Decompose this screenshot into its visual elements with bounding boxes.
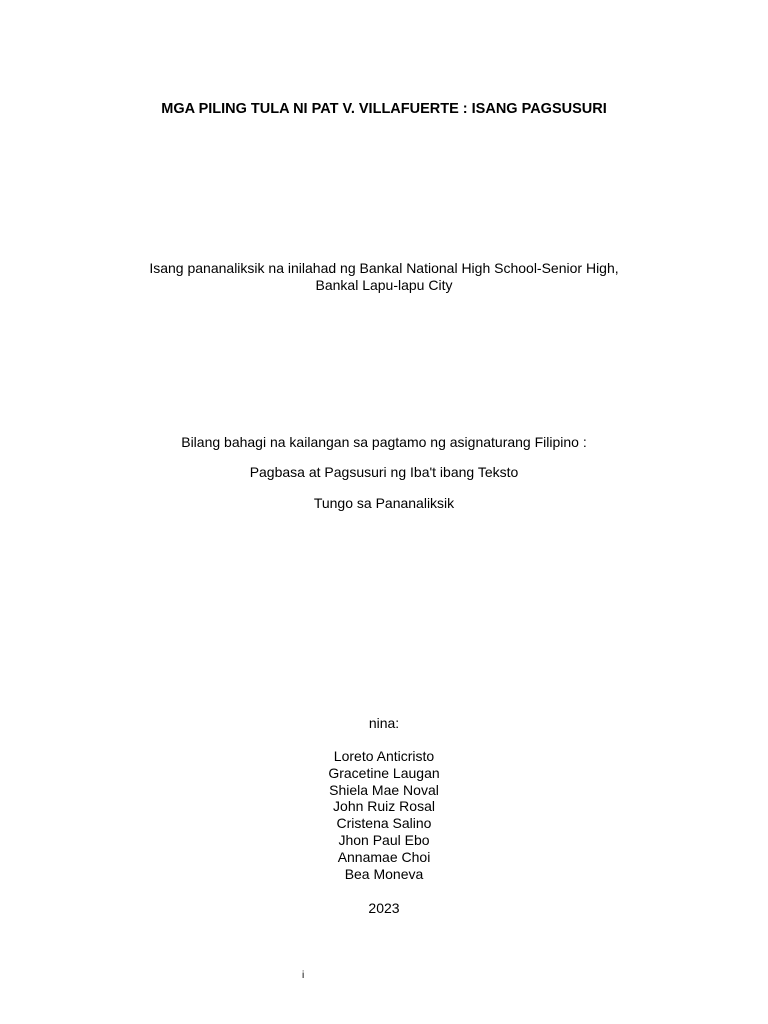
author-name: Gracetine Laugan bbox=[328, 765, 440, 781]
requirement-line-3: Tungo sa Pananaliksik bbox=[313, 495, 455, 511]
author-name: Cristena Salino bbox=[336, 815, 432, 831]
presentation-line-1: Isang pananaliksik na inilahad ng Bankal National High School-Senior High, bbox=[149, 260, 619, 276]
author-name: Jhon Paul Ebo bbox=[338, 832, 430, 848]
author-name: Annamae Choi bbox=[337, 849, 431, 865]
page-number: i bbox=[302, 970, 305, 981]
authors-label: nina: bbox=[368, 715, 400, 731]
author-name: Bea Moneva bbox=[344, 866, 424, 882]
author-name: Loreto Anticristo bbox=[333, 748, 435, 764]
author-name: Shiela Mae Noval bbox=[329, 782, 439, 798]
requirement-line-1: Bilang bahagi na kailangan sa pagtamo ng asignaturang Filipino : bbox=[181, 434, 587, 450]
requirement-line-2: Pagbasa at Pagsusuri ng Iba't ibang Teksto bbox=[249, 464, 519, 480]
document-title: MGA PILING TULA NI PAT V. VILLAFUERTE : ISANG PAGSUSURI bbox=[161, 101, 607, 117]
presentation-line-2: Bankal Lapu-lapu City bbox=[315, 277, 453, 293]
year: 2023 bbox=[368, 900, 400, 916]
author-name: John Ruiz Rosal bbox=[333, 798, 435, 814]
